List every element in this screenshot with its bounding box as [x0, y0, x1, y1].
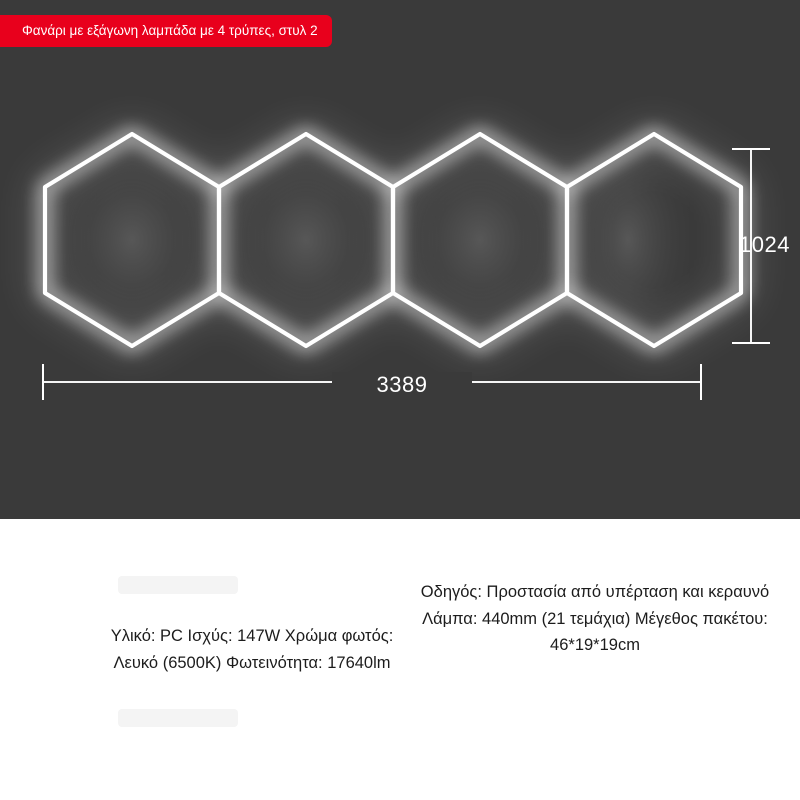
specs-left-text: Υλικό: PC Ισχύς: 147W Χρώμα φωτός: Λευκό (6500K) Φωτεινότητα: 17640lm — [110, 627, 394, 672]
placeholder-block-bottom — [118, 709, 238, 727]
product-title-text: Φανάρι με εξάγωνη λαμπάδα με 4 τρύπες, στυλ 2 — [22, 23, 318, 39]
specs-right-text: Οδηγός: Προστασία από υπέρταση και κεραυνό Λάμπα: 440mm (21 τεμάχια) Μέγεθος πακέτου: 46*19*19cm — [420, 583, 770, 655]
product-title-banner — [0, 15, 332, 47]
width-dimension-cap-right — [700, 364, 702, 400]
width-dimension-label: 3389 — [332, 372, 472, 398]
hexagon-light-cluster — [34, 130, 700, 360]
placeholder-block-top — [118, 576, 238, 594]
hexagon-lights-svg — [34, 130, 700, 360]
hexagon-inner-fills — [45, 134, 689, 346]
height-dimension-cap-bottom — [732, 342, 770, 344]
height-dimension-label: 1024 — [739, 232, 790, 257]
specifications-panel — [0, 519, 800, 800]
